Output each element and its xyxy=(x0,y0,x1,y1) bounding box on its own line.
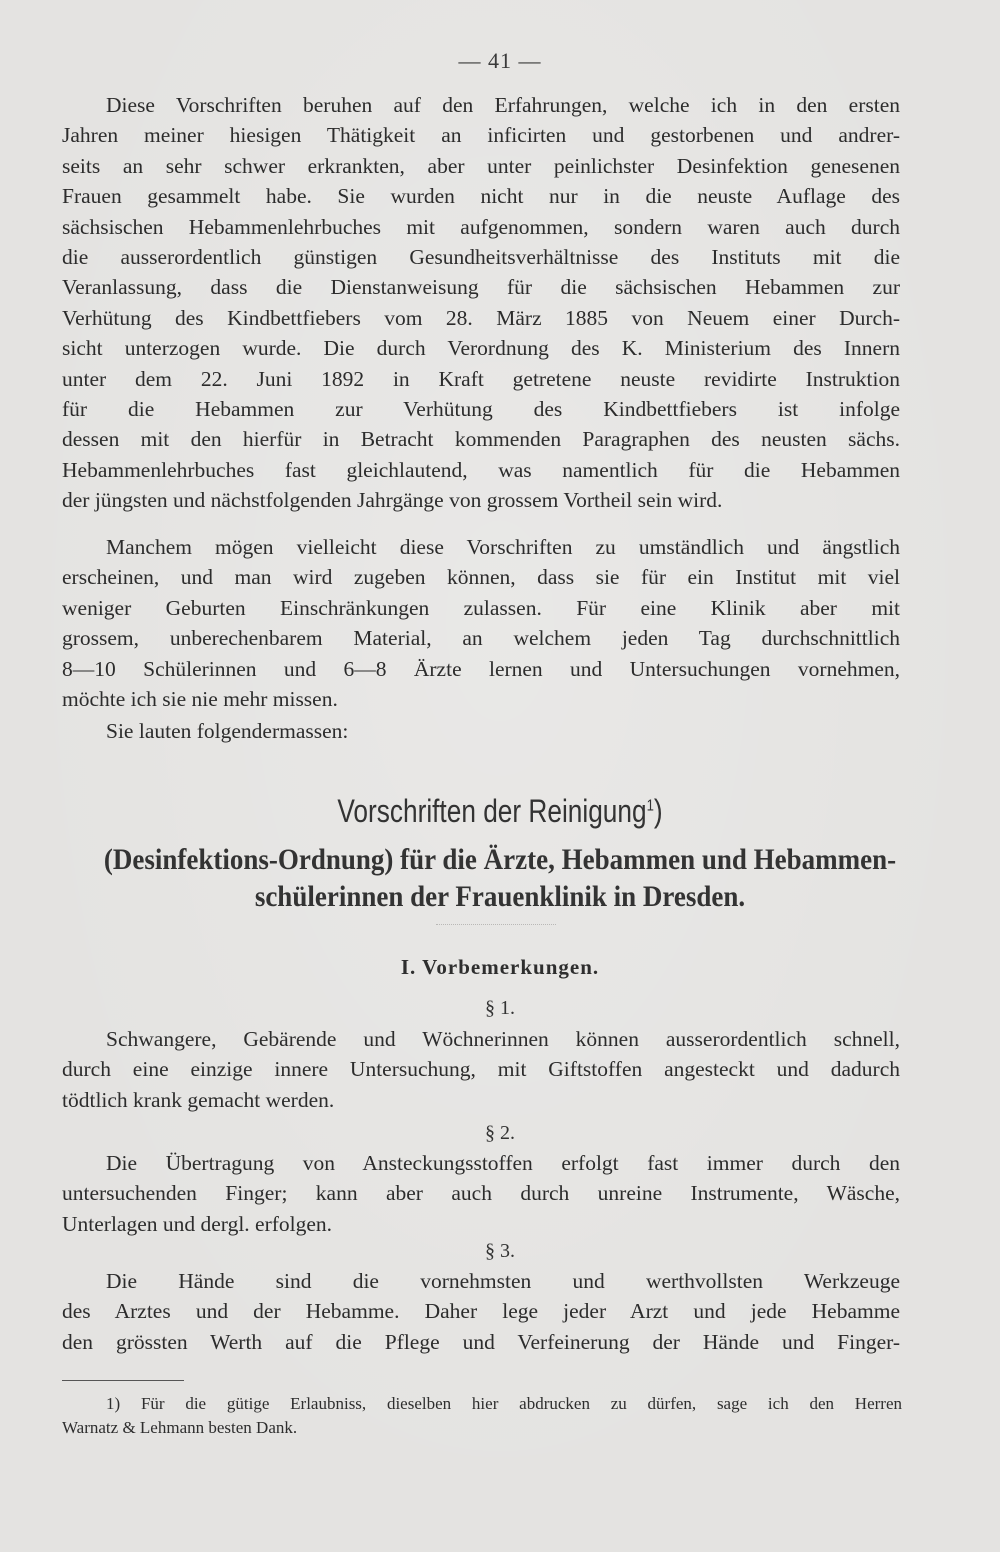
subtitle-line-2: schülerinnen der Frauenklinik in Dresden. xyxy=(254,880,746,913)
text-line: der jüngsten und nächstfolgenden Jahrgänge von grossem Vortheil sein wird. xyxy=(62,488,723,513)
text-line: Die Hände sind die vornehmsten und werthvollsten Werkzeuge xyxy=(106,1269,900,1293)
text-line: Diese Vorschriften beruhen auf den Erfahrungen, welche ich in den ersten xyxy=(106,93,900,117)
text-line: unter dem 22. Juni 1892 in Kraft getretene neuste revidirte Instruktion xyxy=(62,366,900,391)
text-line: dessen mit den hierfür in Betracht kommenden Paragraphen des neusten sächs. xyxy=(62,427,900,452)
intro-paragraph-2 xyxy=(62,532,900,714)
section-mark-3: § 3. xyxy=(485,1240,515,1262)
text-line: Hebammenlehrbuches fast gleichlautend, was namentlich für die Hebammen xyxy=(62,457,900,482)
text-line: die ausserordentlich günstigen Gesundheitsverhältnisse des Instituts mit die xyxy=(62,244,900,269)
paragraph-1 xyxy=(62,1024,900,1115)
decorative-rule xyxy=(436,924,556,931)
text-line: Die Übertragung von Ansteckungsstoffen erfolgt fast immer durch den xyxy=(106,1151,900,1175)
text-line: Sie lauten folgendermassen: xyxy=(106,719,349,743)
text-line: Jahren meiner hiesigen Thätigkeit an inficirten und gestorbenen und andrer- xyxy=(62,123,900,148)
text-line: durch eine einzige innere Untersuchung, mit Giftstoffen angesteckt und dadurch xyxy=(62,1057,900,1082)
subtitle-line-1: (Desinfektions-Ordnung) für die Ärzte, Hebammen und Hebammen- xyxy=(103,843,897,876)
text-line: weniger Geburten Einschränkungen zulassen. Für eine Klinik aber mit xyxy=(62,595,900,620)
section-heading: I. Vorbemerkungen. xyxy=(400,955,600,979)
footnote-line: Warnatz & Lehmann besten Dank. xyxy=(62,1418,298,1437)
text-line: Veranlassung, dass die Dienstanweisung für die sächsischen Hebammen zur xyxy=(62,275,900,300)
footnote-reference: 1 xyxy=(646,797,654,815)
text-line: des Arztes und der Hebamme. Daher lege jeder Arzt und jede Hebamme xyxy=(62,1299,900,1324)
text-line: für die Hebammen zur Verhütung des Kindbettfiebers ist infolge xyxy=(62,396,900,421)
footnote-line: 1) Für die gütige Erlaubniss, dieselben hier abdrucken zu dürfen, sage ich den Herren xyxy=(106,1394,902,1413)
text-line: tödtlich krank gemacht werden. xyxy=(62,1087,335,1112)
paragraph-2 xyxy=(62,1148,900,1239)
text-line: Manchem mögen vielleicht diese Vorschriften zu umständlich und ängstlich xyxy=(106,535,900,559)
text-line: grossem, unberechenbarem Material, an welchem jeden Tag durchschnittlich xyxy=(62,626,900,651)
footnote-divider xyxy=(62,1380,184,1381)
text-line: untersuchenden Finger; kann aber auch durch unreine Instrumente, Wäsche, xyxy=(62,1181,900,1206)
title-text: Vorschriften der Reinigung xyxy=(337,793,647,829)
text-line: Verhütung des Kindbettfiebers vom 28. März 1885 von Neuem einer Durch- xyxy=(62,305,900,330)
page-number: — 41 — xyxy=(458,48,542,73)
section-mark-1: § 1. xyxy=(485,997,515,1019)
intro-paragraph-3 xyxy=(62,716,900,746)
text-line: 8—10 Schülerinnen und 6—8 Ärzte lernen und Untersuchungen vornehmen, xyxy=(62,656,900,681)
text-line: seits an sehr schwer erkrankten, aber unter peinlichster Desinfektion genesenen xyxy=(62,153,900,178)
text-line: sächsischen Hebammenlehrbuches mit aufgenommen, sondern waren auch durch xyxy=(62,214,900,239)
section-mark-2: § 2. xyxy=(485,1122,515,1144)
text-line: Frauen gesammelt habe. Sie wurden nicht nur in die neuste Auflage des xyxy=(62,184,900,209)
text-line: erscheinen, und man wird zugeben können, dass sie für ein Institut mit viel xyxy=(62,565,900,590)
text-line: sicht unterzogen wurde. Die durch Verordnung des K. Ministerium des Innern xyxy=(62,336,900,361)
text-line: möchte ich sie nie mehr missen. xyxy=(62,686,338,711)
text-line: Unterlagen und dergl. erfolgen. xyxy=(62,1211,333,1236)
footnote xyxy=(62,1392,902,1440)
paragraph-3 xyxy=(62,1266,900,1357)
text-line: den grössten Werth auf die Pflege und Verfeinerung der Hände und Finger- xyxy=(62,1329,900,1354)
text-line: Schwangere, Gebärende und Wöchnerinnen können ausserordentlich schnell, xyxy=(106,1027,900,1051)
intro-paragraph xyxy=(62,90,900,515)
document-title: Vorschriften der Reinigung$^1$) xyxy=(337,793,663,829)
